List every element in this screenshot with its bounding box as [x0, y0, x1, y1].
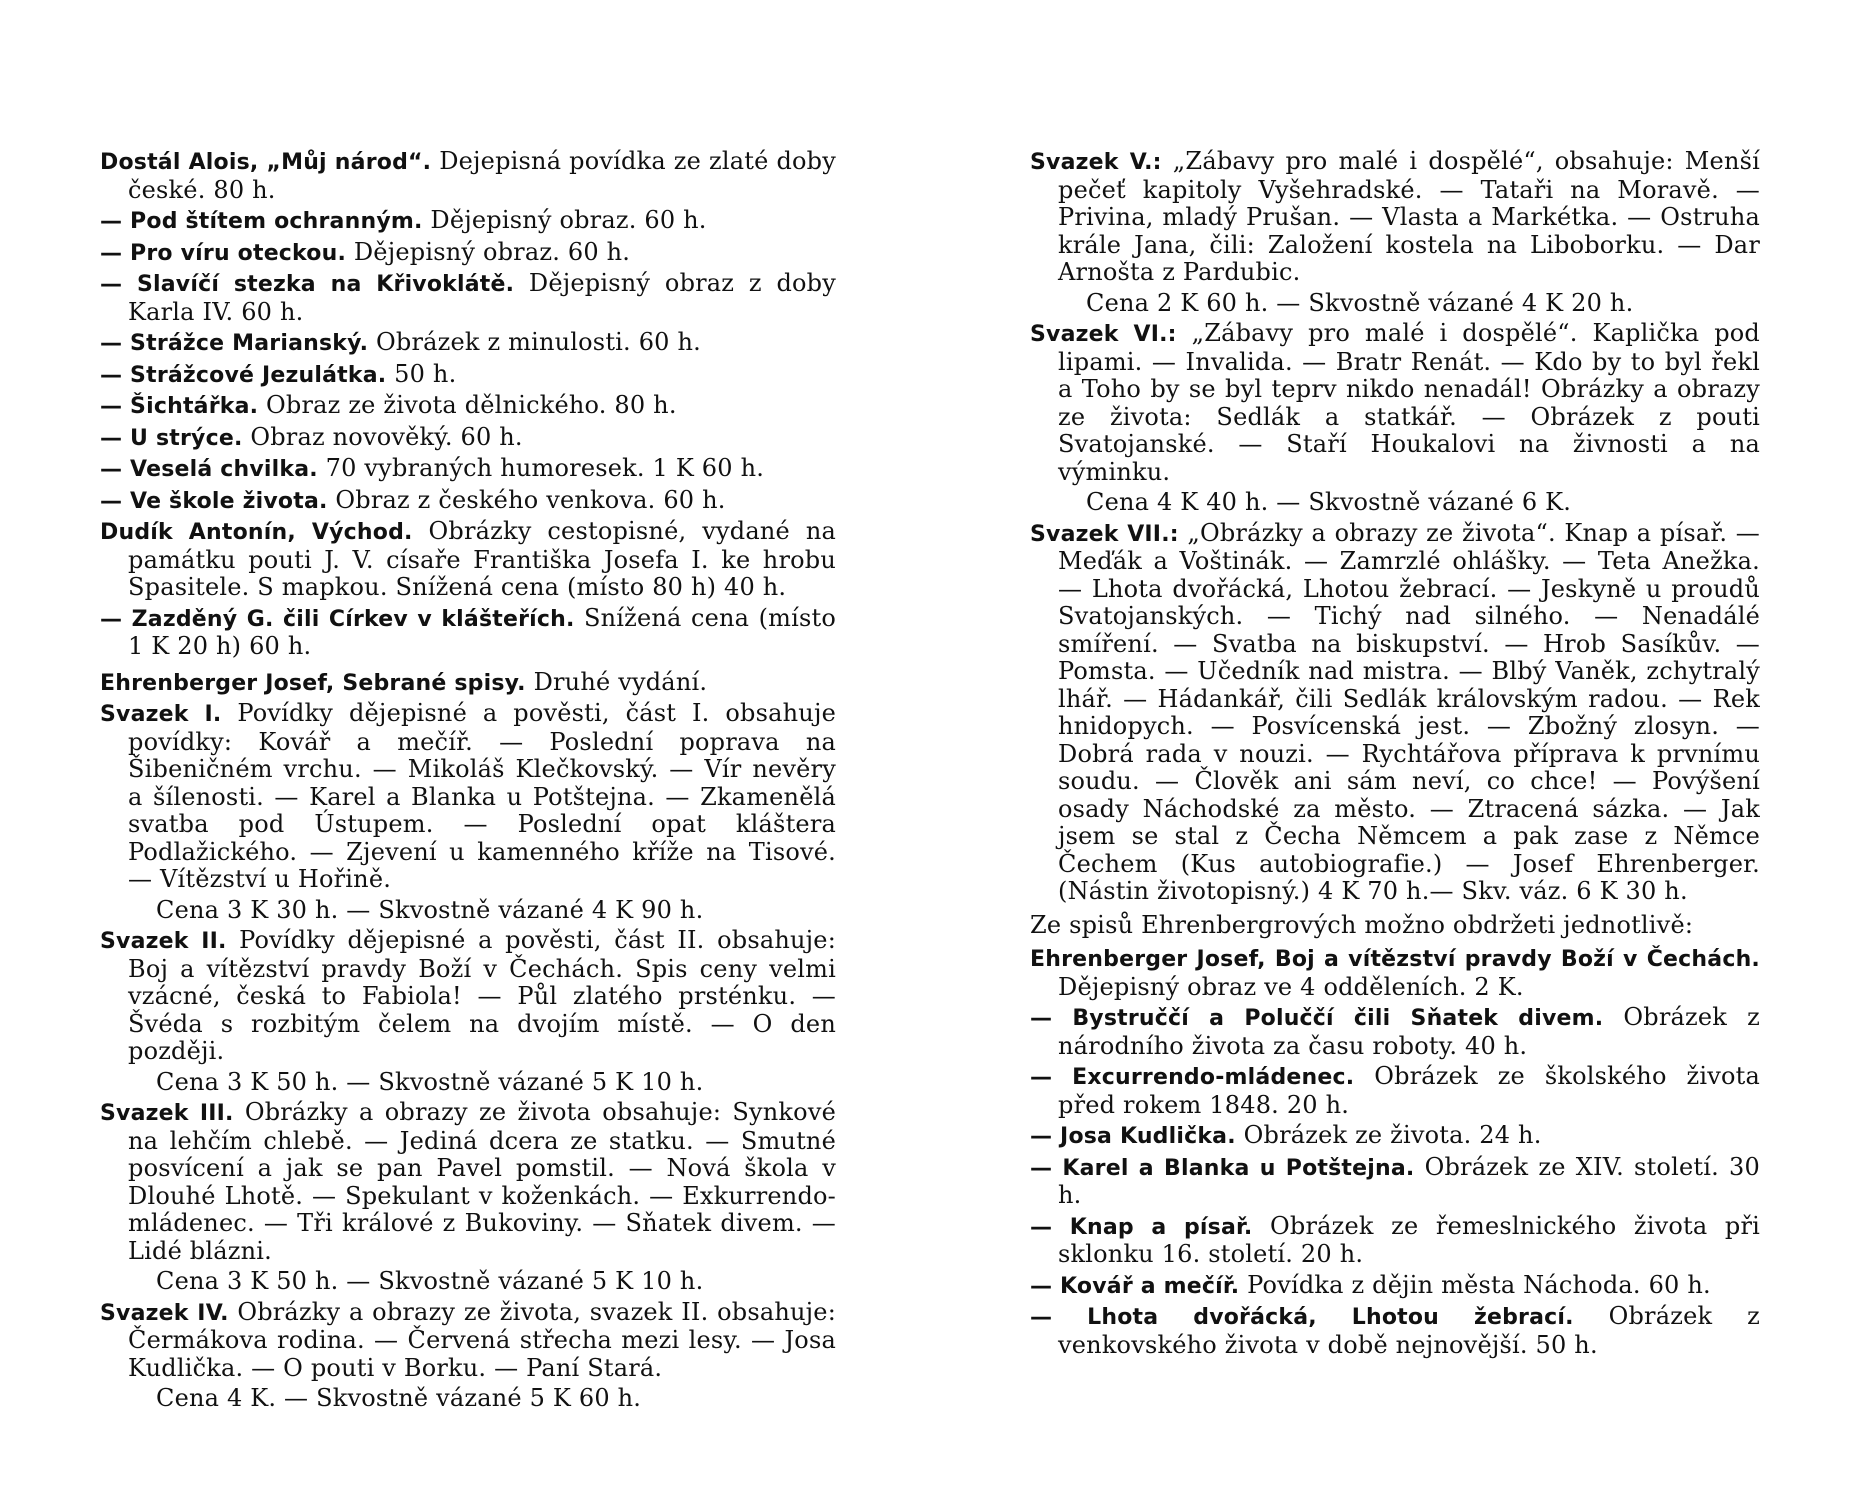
entry-title: — Lhota dvořácká, Lhotou žebrací. — [1030, 1305, 1574, 1330]
left-column — [100, 148, 836, 1416]
entry-title: — Knap a písař. — [1030, 1214, 1253, 1240]
entry-description: Obrázky cestopisné, vydané na památku pouti J. V. císaře Františka Josefa I. ke hrobu Spasitele. S mapkou. Snížená cena (místo 80 h) 40 h. — [128, 517, 836, 601]
right-catalog-entry — [1030, 148, 1760, 287]
entry-title: — Strážce Marianský. — [100, 331, 369, 356]
left-catalog-entry — [100, 361, 836, 390]
right-catalog-entry — [1030, 320, 1760, 486]
left-catalog-entry — [100, 455, 836, 484]
entry-title: — Šichtářka. — [100, 394, 259, 419]
entry-description: Druhé vydání. — [525, 667, 708, 696]
entry-description: Obrázek ze školského života před rokem 1848. 20 h. — [1058, 1062, 1760, 1119]
entry-description: Obrázek z minulosti. 60 h. — [368, 328, 701, 356]
entry-description: Povídka z dějin města Náchoda. 60 h. — [1239, 1270, 1711, 1299]
entry-description: Obrázky a obrazy ze života obsahuje: Synkové na lehčím chlebě. — Jediná dcera ze statku. — Smutné posvícení a jak se pan Pavel pomstil. — Nová škola v Dlouhé Lhotě. — Spekulant v koženkách. — Exkurrendo-mládenec. — Tři králové z Bukoviny. — Sňatek divem. — Lidé blázni. — [128, 1098, 836, 1265]
entry-description: Povídky dějepisné a pověsti, část II. obsahuje: Boj a vítězství pravdy Boží v Čechách. Spis ceny velmi vzácné, česká to Fabiola! — Půl zlatého prsténku. — Švéda s rozbitým čelem na dvojím místě. — O den později. — [128, 926, 836, 1065]
entry-title: — Ve škole života. — [100, 488, 328, 514]
entry-description: Povídky dějepisné a pověsti, část I. obsahuje povídky: Kovář a mečíř. — Poslední poprava na Šibeničném vrchu. — Mikoláš Klečkovský. — Vír nevěry a šílenosti. — Karel a Blanka u Potštejna. — Zkamenělá svatba pod Ústupem. — Poslední opat kláštera Podlažického. — Zjevení u kamenného kříže na Tisové. — Vítězství u Hořině. — [128, 699, 836, 893]
right-page — [927, 0, 1854, 1500]
entry-title: — Slavíčí stezka na Křivoklátě. — [100, 272, 515, 297]
entry-description: Obrázek ze XIV. století. 30 h. — [1058, 1152, 1760, 1209]
left-catalog-entry — [100, 487, 836, 516]
right-price-line: Cena 4 K 40 h. — Skvostně vázané 6 K. — [1086, 488, 1572, 516]
entry-title: Svazek III. — [100, 1101, 234, 1126]
right-column — [1030, 148, 1760, 1362]
right-catalog-entry — [1030, 1063, 1760, 1119]
left-price-line: Cena 3 K 30 h. — Skvostně vázané 4 K 90 h. — [156, 895, 704, 924]
entry-title: — Pod štítem ochranným. — [100, 209, 423, 234]
entry-description: Obrázek z národního života za času roboty. 40 h. — [1058, 1003, 1760, 1060]
entry-title: Ehrenberger Josef, Boj a vítězství pravdy Boží v Čechách. — [1030, 947, 1760, 972]
left-catalog-entry — [100, 329, 836, 358]
entry-description: 70 vybraných humoresek. 1 K 60 h. — [317, 454, 765, 482]
right-catalog-entry — [1030, 1272, 1760, 1301]
entry-title: Dostál Alois, „Můj národ“. — [100, 150, 432, 175]
left-catalog-entry — [100, 1299, 836, 1383]
entry-description: Obrázek z venkovského života v době nejnovější. 50 h. — [1058, 1302, 1760, 1359]
entry-description: „Zábavy pro malé i dospělé“. Kaplička pod lipami. — Invalida. — Bratr Renát. — Kdo by to byl řekl a Toho by se byl teprv nikdo nenadál! Obrázky a obrazy ze života: Sedlák a statkář. — Obrázek z pouti Svatojanské. — Staří Houkalovi na živnosti a na výminku. — [1058, 319, 1760, 486]
entry-title: — Pro víru oteckou. — [100, 240, 347, 266]
left-catalog-entry — [100, 1099, 836, 1265]
left-catalog-entry — [100, 927, 836, 1066]
entry-description: Snížená cena (místo 1 K 20 h) 60 h. — [128, 603, 836, 660]
entry-title: — U strýce. — [100, 425, 243, 451]
left-catalog-entry — [100, 669, 836, 698]
left-catalog-entry — [100, 270, 836, 326]
entry-description: „Zábavy pro malé i dospělé“, obsahuje: Menší pečeť kapitoly Vyšehradské. — Tataři na Moravě. — Privina, mladý Prušan. — Vlasta a Markétka. — Ostruha krále Jana, čili: Založení kostela na Liboborku. — Dar Arnošta z Pardubic. — [1058, 147, 1760, 286]
entry-title: Svazek VII.: — [1030, 521, 1179, 547]
right-catalog-entry — [1030, 1122, 1760, 1151]
entry-description: Dejepisná povídka ze zlaté doby české. 80 h. — [128, 147, 836, 204]
entry-description: Dějepisný obraz ve 4 odděleních. 2 K. — [1058, 972, 1524, 1001]
right-catalog-entry — [1030, 1303, 1760, 1359]
left-catalog-entry — [100, 392, 836, 421]
entry-title: — Karel a Blanka u Potštejna. — [1030, 1155, 1415, 1181]
entry-title: — Kovář a mečíř. — [1030, 1273, 1240, 1299]
entry-title: — Bystruččí a Poluččí čili Sňatek divem. — [1030, 1006, 1604, 1031]
left-catalog-entry — [100, 207, 836, 236]
entry-title: Svazek II. — [100, 929, 227, 954]
right-catalog-entry — [1030, 1213, 1760, 1269]
entry-description: Obraz novověký. 60 h. — [242, 422, 523, 451]
entry-description: Dějepisný obraz z doby Karla IV. 60 h. — [128, 269, 836, 326]
left-catalog-entry — [100, 148, 836, 204]
entry-title: Svazek VI.: — [1030, 322, 1177, 347]
entry-description: Obraz ze života dělnického. 80 h. — [258, 391, 677, 419]
entry-description: Obrázky a obrazy ze života, svazek II. obsahuje: Čermákova rodina. — Červená střecha mezi lesy. — Josa Kudlička. — O pouti v Borku. — Paní Stará. — [128, 1297, 836, 1382]
left-catalog-entry — [100, 424, 836, 453]
entry-title: — Veselá chvilka. — [100, 457, 318, 482]
left-price-line: Cena 3 K 50 h. — Skvostně vázané 5 K 10 h. — [156, 1267, 704, 1295]
entry-description: 50 h. — [386, 359, 457, 388]
entry-description: Obrázek ze života. 24 h. — [1235, 1121, 1542, 1149]
entry-title: Ehrenberger Josef, Sebrané spisy. — [100, 670, 526, 696]
entry-title: Svazek I. — [100, 702, 222, 727]
entry-title: Dudík Antonín, Východ. — [100, 520, 413, 545]
entry-title: Svazek V.: — [1030, 150, 1162, 175]
left-catalog-entry — [100, 239, 836, 268]
entry-title: — Strážcové Jezulátka. — [100, 362, 387, 388]
left-price-line: Cena 3 K 50 h. — Skvostně vázané 5 K 10 h. — [156, 1067, 704, 1096]
left-catalog-entry — [100, 605, 836, 661]
entry-title: — Zazděný G. čili Církev v klášteřích. — [100, 606, 575, 632]
entry-title: Svazek IV. — [100, 1300, 229, 1326]
right-catalog-entry — [1030, 945, 1760, 1001]
right-catalog-entry — [1030, 1004, 1760, 1060]
left-catalog-entry — [100, 518, 836, 602]
left-catalog-entry — [100, 700, 836, 894]
entry-title: — Josa Kudlička. — [1030, 1124, 1236, 1149]
right-section-note: Ze spisů Ehrenbergrových možno obdržeti jednotlivě: — [1030, 910, 1694, 939]
entry-description: Dějepisný obraz. 60 h. — [422, 206, 707, 234]
entry-description: Obrázek ze řemeslnického života při sklonku 16. století. 20 h. — [1058, 1211, 1760, 1268]
entry-description: Obraz z českého venkova. 60 h. — [327, 485, 726, 514]
entry-title: — Excurrendo-mládenec. — [1030, 1065, 1355, 1090]
right-price-line: Cena 2 K 60 h. — Skvostně vázané 4 K 20 h. — [1086, 288, 1634, 317]
right-catalog-entry — [1030, 1154, 1760, 1210]
entry-description: Dějepisný obraz. 60 h. — [346, 237, 631, 266]
entry-description: „Obrázky a obrazy ze života“. Knap a písař. — Meďák a Voštinák. — Zamrzlé ohlášky. — Teta Anežka. — Lhota dvořácká, Lhotou žebrací. — Jeskyně u proudů Svatojanských. — Tichý nad silného. — Nenadálé smíření. — Svatba na biskupství. — Hrob Sasíkův. — Pomsta. — Učedník nad mistra. — Blbý Vaněk, zchytralý lhář. — Hádankář, čili Sedlák královským radou. — Rek hnidopych. — Posvícenská jest. — Zbožný zlosyn. — Dobrá rada v nouzi. — Rychtářova příprava k prvnímu soudu. — Člověk ani sám neví, co chce! — Povýšení osady Náchodské za město. — Ztracená sázka. — Jak jsem se stal z Čecha Němcem a pak zase z Němce Čechem (Kus autobiografie.) — Josef Ehrenberger. (Nástin životopisný.) 4 K 70 h.— Skv. váz. 6 K 30 h. — [1058, 518, 1760, 905]
right-catalog-entry — [1030, 520, 1760, 906]
left-price-line: Cena 4 K. — Skvostně vázané 5 K 60 h. — [156, 1384, 642, 1412]
